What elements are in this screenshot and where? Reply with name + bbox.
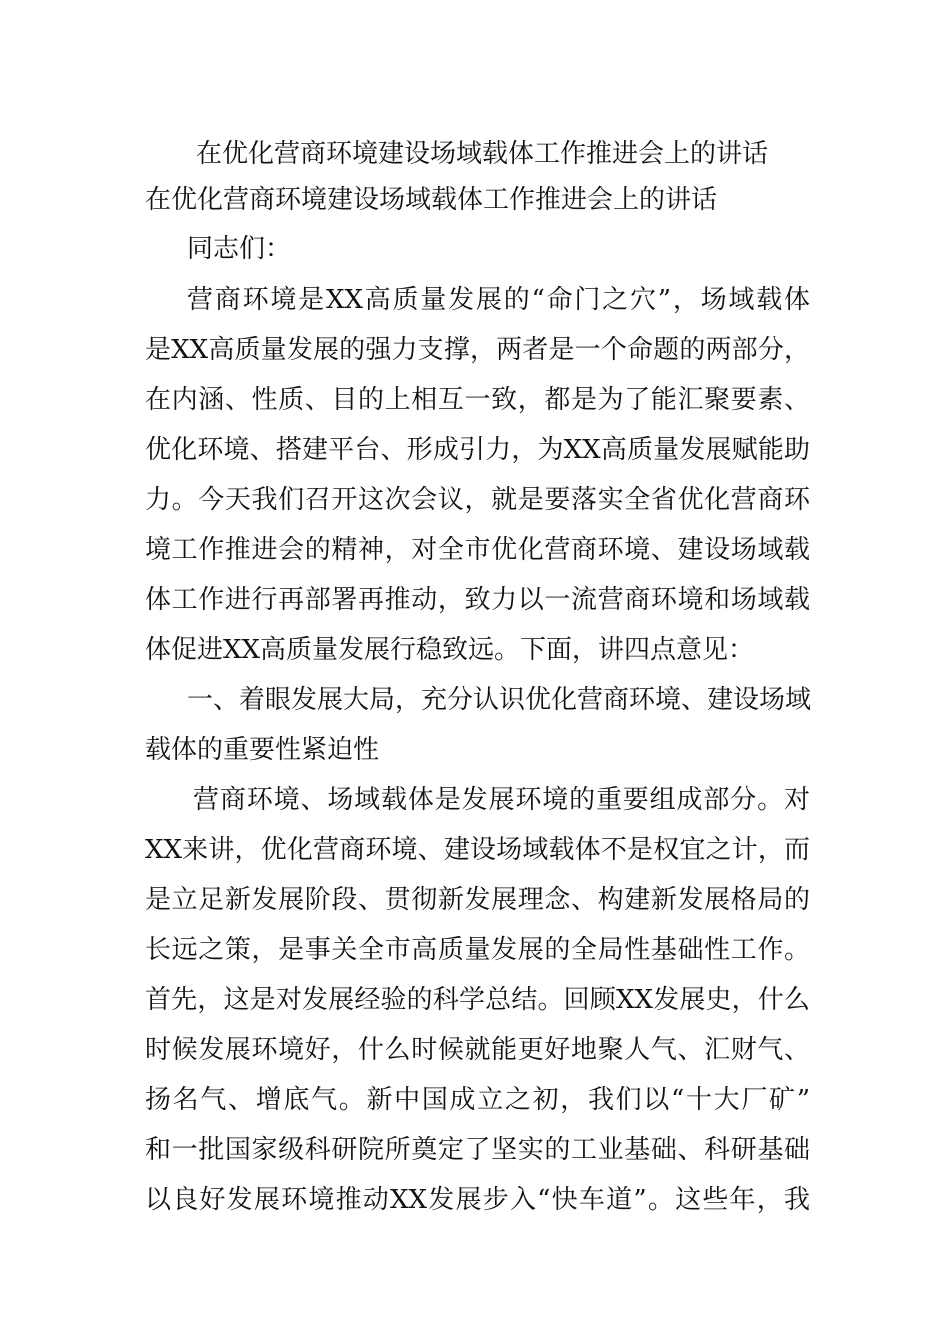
section-heading: 一、着眼发展大局，充分认识优化营商环境、建设场域 xyxy=(187,685,812,715)
section-heading: 载体的重要性紧迫性 xyxy=(145,735,380,765)
paragraph-line: 和一批国家级科研院所奠定了坚实的工业基础、科研基础 xyxy=(145,1135,810,1165)
paragraph-line: 体工作进行再部署再推动，致力以一流营商环境和场域载 xyxy=(145,585,810,615)
paragraph-line: 以良好发展环境推动XX发展步入“快车道”。这些年，我 xyxy=(145,1185,810,1215)
paragraph-line: 长远之策，是事关全市高质量发展的全局性基础性工作。 xyxy=(145,935,810,965)
paragraph-line: 时候发展环境好，什么时候就能更好地聚人气、汇财气、 xyxy=(145,1035,810,1065)
document-title: 在优化营商环境建设场域载体工作推进会上的讲话 xyxy=(196,139,769,169)
paragraph-line: 是立足新发展阶段、贯彻新发展理念、构建新发展格局的 xyxy=(145,885,810,915)
paragraph-line: 是XX高质量发展的强力支撑，两者是一个命题的两部分， xyxy=(145,335,810,365)
paragraph-line: 营商环境、场域载体是发展环境的重要组成部分。对 xyxy=(193,785,810,815)
paragraph-line: 体促进XX高质量发展行稳致远。下面，讲四点意见： xyxy=(145,635,755,665)
paragraph-line: 营商环境是XX高质量发展的“命门之穴”，场域载体 xyxy=(187,285,810,315)
paragraph-line: XX来讲，优化营商环境、建设场域载体不是权宜之计，而 xyxy=(145,835,810,865)
paragraph-line: 力。今天我们召开这次会议，就是要落实全省优化营商环 xyxy=(145,485,810,515)
paragraph-line: 境工作推进会的精神，对全市优化营商环境、建设场域载 xyxy=(145,535,810,565)
salutation: 同志们： xyxy=(187,234,292,264)
paragraph-line: 扬名气、增底气。新中国成立之初，我们以“十大厂矿” xyxy=(145,1085,810,1115)
paragraph-line: 优化环境、搭建平台、形成引力，为XX高质量发展赋能助 xyxy=(145,435,810,465)
paragraph-line: 在内涵、性质、目的上相互一致，都是为了能汇聚要素、 xyxy=(145,385,810,415)
document-subtitle: 在优化营商环境建设场域载体工作推进会上的讲话 xyxy=(145,185,718,215)
paragraph-line: 首先，这是对发展经验的科学总结。回顾XX发展史，什么 xyxy=(145,985,810,1015)
